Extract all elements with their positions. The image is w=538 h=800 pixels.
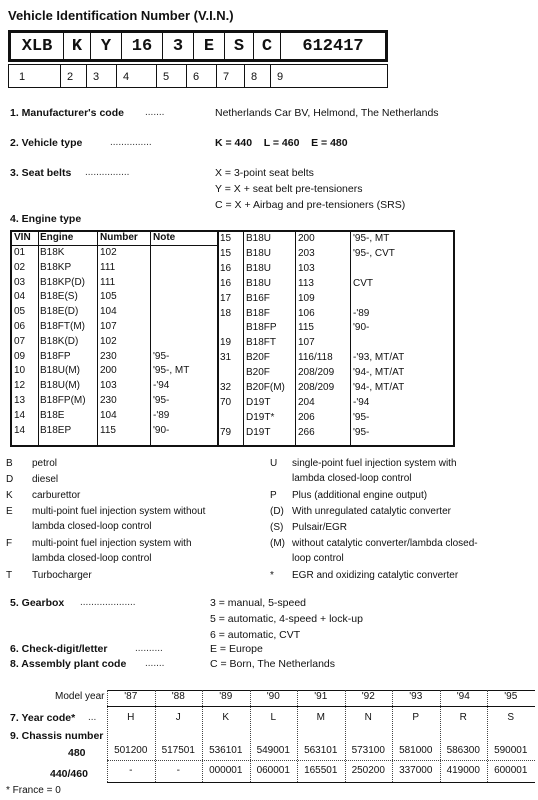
seat-belts-line: C = X + Airbag and pre-tensioners (SRS) [215, 199, 406, 211]
model-year-cell: '95 [504, 691, 518, 702]
vin-segment: S [225, 33, 254, 59]
position-number: 9 [277, 71, 284, 83]
engine-cell-number: 103 [298, 262, 315, 274]
engine-cell-number: 104 [100, 306, 117, 318]
engine-cell-vin: 32 [220, 382, 232, 393]
legend-key: P [270, 490, 277, 501]
engine-cell-engine: B16F [246, 292, 270, 304]
engine-cell-number: 115 [100, 424, 116, 436]
engine-cell-number: 111 [100, 276, 116, 288]
engine-cell-note: '94-, MT/AT [353, 367, 405, 379]
engine-cell-number: 111 [100, 261, 116, 273]
engine-cell-engine: B18U(M) [40, 365, 81, 377]
engine-cell-number: 116/118 [298, 352, 333, 364]
legend-key: B [6, 458, 13, 469]
chassis-480-cell: 573100 [351, 745, 385, 756]
gearbox-line: 3 = manual, 5-speed [210, 597, 307, 609]
engine-cell-engine: B18E(S) [40, 291, 78, 303]
chassis-480-cell: 586300 [446, 745, 480, 756]
leader-dots: .......... [135, 643, 163, 654]
gearbox-label: 5. Gearbox [10, 597, 65, 609]
engine-cell-engine: B20F(M) [246, 382, 285, 393]
engine-cell-engine: B18EP [40, 424, 72, 436]
year-code-label: 7. Year code* [10, 712, 76, 724]
model-year-cell: '91 [314, 691, 328, 702]
chassis-440-460-cell: 419000 [446, 765, 480, 776]
engine-cell-note: '95- [353, 411, 370, 423]
engine-cell-note: '94-, MT/AT [353, 382, 405, 393]
year-code-cell: P [412, 712, 420, 723]
legend-key: (M) [270, 538, 285, 549]
engine-cell-vin: 02 [14, 261, 26, 273]
engine-cell-number: 230 [100, 350, 117, 362]
page-title: Vehicle Identification Number (V.I.N.) [8, 8, 234, 23]
legend-key: (S) [270, 522, 284, 533]
year-code-cell: L [270, 712, 277, 723]
legend-description: lambda closed-loop control [32, 521, 152, 532]
engine-cell-note: '95-, MT [353, 233, 390, 244]
position-number: 4 [117, 65, 157, 87]
legend-key: T [6, 570, 13, 581]
chassis-480-cell: 536101 [209, 745, 243, 756]
engine-cell-vin: 79 [220, 426, 232, 438]
engine-cell-vin: 12 [14, 380, 26, 392]
leader-dots: ............... [110, 137, 152, 148]
chassis-440-460-cell: 250200 [351, 765, 385, 776]
check-digit-value: E = Europe [210, 643, 263, 655]
legend-key: (D) [270, 506, 284, 517]
engine-cell-engine: B20F [246, 367, 270, 379]
leader-dots: .................... [80, 597, 136, 608]
engine-cell-note: CVT [353, 277, 373, 289]
leader-dots: ....... [145, 107, 165, 118]
engine-cell-engine: B18K [40, 247, 65, 258]
chassis-440-460-cell: - [176, 765, 180, 776]
manufacturer-code-label: 1. Manufacturer's code [10, 107, 124, 119]
engine-cell-note: '90- [153, 424, 170, 436]
engine-cell-engine: B18FP [246, 322, 277, 334]
legend-description: single-point fuel injection system with [292, 458, 457, 469]
engine-cell-note: -'89 [153, 409, 170, 421]
year-code-cell: R [459, 712, 467, 723]
engine-cell-note: '95- [153, 395, 170, 406]
legend-description: multi-point fuel injection system without [32, 506, 206, 517]
engine-cell-number: 107 [100, 321, 117, 332]
vin-segment: C [254, 33, 281, 59]
vin-segment: 612417 [302, 36, 364, 56]
engine-cell-vin: 17 [220, 292, 232, 304]
engine-cell-number: 204 [298, 396, 315, 408]
legend-description: Pulsair/EGR [292, 522, 348, 533]
legend-key: E [6, 506, 13, 517]
engine-cell-number: 203 [298, 247, 315, 259]
engine-cell-vin: 16 [220, 277, 232, 289]
engine-cell-vin: 14 [14, 409, 26, 421]
engine-header-vin: VIN [14, 232, 31, 243]
model-year-cell: '87 [124, 691, 138, 702]
engine-cell-vin: 18 [220, 307, 232, 319]
engine-header-note: Note [153, 232, 176, 243]
engine-cell-engine: B18U(M) [40, 380, 81, 392]
engine-cell-note: '95-, MT [153, 365, 190, 377]
vin-box [8, 30, 388, 62]
engine-cell-engine: B18FP(M) [40, 395, 86, 406]
engine-cell-number: 200 [100, 365, 117, 377]
chassis-440-460-cell: 165501 [304, 765, 338, 776]
model-year-cell: '90 [266, 691, 280, 702]
chassis-480-cell: 590001 [494, 745, 528, 756]
legend-description: lambda closed-loop control [32, 553, 152, 564]
engine-cell-engine: D19T [246, 426, 271, 438]
position-number: 8 [245, 65, 271, 87]
chassis-440-460-cell: 600001 [494, 765, 528, 776]
engine-cell-vin: 10 [14, 365, 26, 377]
engine-cell-note: '95- [353, 426, 370, 438]
engine-cell-vin: 05 [14, 306, 26, 318]
vin-segment: 3 [163, 33, 194, 59]
engine-cell-number: 230 [100, 395, 117, 406]
position-number: 5 [157, 65, 187, 87]
engine-cell-engine: B18U [246, 233, 272, 244]
chassis-440-460-cell: 060001 [256, 765, 290, 776]
engine-cell-note: -'94 [153, 380, 170, 392]
legend-key: D [6, 474, 14, 485]
engine-cell-engine: B20F [246, 352, 270, 364]
gearbox-line: 6 = automatic, CVT [210, 629, 301, 641]
chassis-440-460-cell: - [129, 765, 133, 776]
model-year-cell: '92 [361, 691, 375, 702]
check-digit-label: 6. Check-digit/letter [10, 643, 108, 655]
position-number: 2 [61, 65, 87, 87]
engine-type-table [10, 230, 455, 447]
leader-dots: ................ [85, 167, 130, 178]
engine-header-engine: Engine [40, 232, 74, 243]
engine-cell-vin: 03 [14, 276, 26, 288]
engine-cell-vin: 09 [14, 350, 26, 362]
engine-cell-note: -'94 [353, 396, 370, 408]
engine-cell-engine: B18KP [40, 261, 72, 273]
chassis-480-cell: 517501 [161, 745, 195, 756]
engine-cell-engine: B18FT(M) [40, 321, 85, 332]
legend-description: loop control [292, 553, 344, 564]
engine-cell-vin: 07 [14, 335, 26, 347]
vehicle-type-value: K = 440 L = 460 E = 480 [215, 137, 348, 149]
assembly-plant-label: 8. Assembly plant code [10, 658, 127, 670]
model-year-cell: '93 [409, 691, 423, 702]
footnote: * France = 0 [6, 785, 61, 796]
engine-cell-engine: B18F [246, 307, 270, 319]
engine-cell-engine: B18E(D) [40, 306, 79, 318]
vin-segment: K [64, 33, 91, 59]
model-year-cell: '89 [219, 691, 233, 702]
position-number: 1 [9, 65, 61, 87]
engine-cell-number: 105 [100, 291, 117, 303]
legend-description: Turbocharger [32, 570, 92, 581]
engine-cell-vin: 31 [220, 352, 232, 364]
chassis-480-cell: 501200 [114, 745, 148, 756]
engine-cell-number: 208/209 [298, 367, 335, 379]
legend-key: U [270, 458, 278, 469]
assembly-plant-value: C = Born, The Netherlands [210, 658, 336, 670]
legend-description: carburettor [32, 490, 81, 501]
legend-description: diesel [32, 474, 59, 485]
seat-belts-line: Y = X + seat belt pre-tensioners [215, 183, 363, 195]
engine-cell-vin: 14 [14, 424, 26, 436]
model-year-label: Model year [55, 691, 105, 702]
engine-cell-number: 113 [298, 277, 314, 289]
engine-cell-note: -'93, MT/AT [353, 352, 405, 364]
engine-cell-vin: 04 [14, 291, 26, 303]
vehicle-type-label: 2. Vehicle type [10, 137, 83, 149]
engine-cell-note: '95- [153, 350, 170, 362]
engine-cell-number: 266 [298, 426, 315, 438]
engine-cell-vin: 06 [14, 321, 26, 332]
legend-description: EGR and oxidizing catalytic converter [292, 570, 459, 581]
engine-cell-vin: 16 [220, 262, 232, 274]
vin-segment: 16 [122, 33, 163, 59]
legend-key: F [6, 538, 13, 549]
gearbox-line: 5 = automatic, 4-speed + lock-up [210, 613, 363, 625]
year-code-cell: M [316, 712, 325, 723]
engine-cell-engine: D19T [246, 396, 271, 408]
leader-dots: ... [88, 712, 97, 723]
engine-cell-note: '95-, CVT [353, 247, 395, 259]
engine-cell-number: 115 [298, 322, 314, 334]
engine-cell-engine: B18U [246, 262, 272, 274]
engine-cell-number: 104 [100, 409, 117, 421]
engine-cell-note: -'89 [353, 307, 370, 319]
vin-segment: XLB [11, 33, 64, 59]
year-code-cell: K [222, 712, 230, 723]
engine-cell-engine: B18K(D) [40, 335, 79, 347]
engine-cell-vin: 13 [14, 395, 26, 406]
model-year-cell: '94 [456, 691, 470, 702]
engine-cell-number: 109 [298, 292, 315, 304]
engine-cell-note: '90- [353, 322, 370, 334]
model-year-cell: '88 [171, 691, 185, 702]
engine-cell-number: 208/209 [298, 382, 335, 393]
position-number: 6 [187, 65, 217, 87]
legend-key: * [270, 570, 274, 581]
engine-cell-engine: B18KP(D) [40, 276, 86, 288]
chassis-440-460-label: 440/460 [50, 768, 88, 780]
engine-cell-engine: B18E [40, 409, 65, 421]
year-code-cell: N [364, 712, 372, 723]
vin-segment: E [194, 33, 225, 59]
engine-cell-number: 107 [298, 337, 315, 349]
year-code-cell: J [175, 712, 181, 723]
vin-segment: Y [91, 33, 122, 59]
engine-type-heading: 4. Engine type [10, 213, 82, 225]
chassis-480-cell: 549001 [256, 745, 290, 756]
engine-cell-vin: 15 [220, 247, 232, 259]
engine-cell-engine: B18U [246, 247, 272, 259]
engine-cell-engine: B18FT [246, 337, 277, 349]
year-code-cell: H [127, 712, 135, 723]
chassis-440-460-cell: 000001 [209, 765, 243, 776]
seat-belts-label: 3. Seat belts [10, 167, 72, 179]
vin-position-row [8, 64, 388, 88]
legend-description: without catalytic converter/lambda closed- [292, 538, 478, 549]
year-chassis-table [10, 690, 535, 783]
chassis-number-label: 9. Chassis number [10, 730, 104, 742]
engine-cell-number: 103 [100, 380, 117, 392]
engine-cell-engine: B18FP [40, 350, 71, 362]
engine-cell-number: 206 [298, 411, 315, 423]
engine-cell-number: 102 [100, 247, 117, 258]
engine-header-number: Number [100, 232, 138, 243]
chassis-480-cell: 563101 [304, 745, 338, 756]
legend-description: lambda closed-loop control [292, 473, 412, 484]
leader-dots: ....... [145, 658, 165, 669]
position-number: 7 [217, 65, 245, 87]
engine-cell-vin: 70 [220, 396, 232, 408]
chassis-480-cell: 581000 [399, 745, 433, 756]
chassis-440-460-cell: 337000 [399, 765, 433, 776]
engine-cell-number: 106 [298, 307, 315, 319]
year-code-cell: S [507, 712, 515, 723]
engine-cell-vin: 15 [220, 233, 232, 244]
engine-cell-vin: 19 [220, 337, 232, 349]
engine-cell-engine: D19T* [246, 411, 275, 423]
legend-description: With unregulated catalytic converter [292, 506, 451, 517]
seat-belts-line: X = 3-point seat belts [215, 167, 314, 179]
engine-cell-number: 200 [298, 233, 315, 244]
engine-cell-engine: B18U [246, 277, 272, 289]
engine-cell-vin: 01 [14, 247, 26, 258]
legend-key: K [6, 490, 13, 501]
legend-description: petrol [32, 458, 58, 469]
legend-description: Plus (additional engine output) [292, 490, 428, 501]
position-number: 3 [87, 65, 117, 87]
engine-cell-number: 102 [100, 335, 117, 347]
manufacturer-code-value: Netherlands Car BV, Helmond, The Netherlands [215, 107, 439, 119]
chassis-480-label: 480 [68, 747, 86, 759]
legend-description: multi-point fuel injection system with [32, 538, 192, 549]
